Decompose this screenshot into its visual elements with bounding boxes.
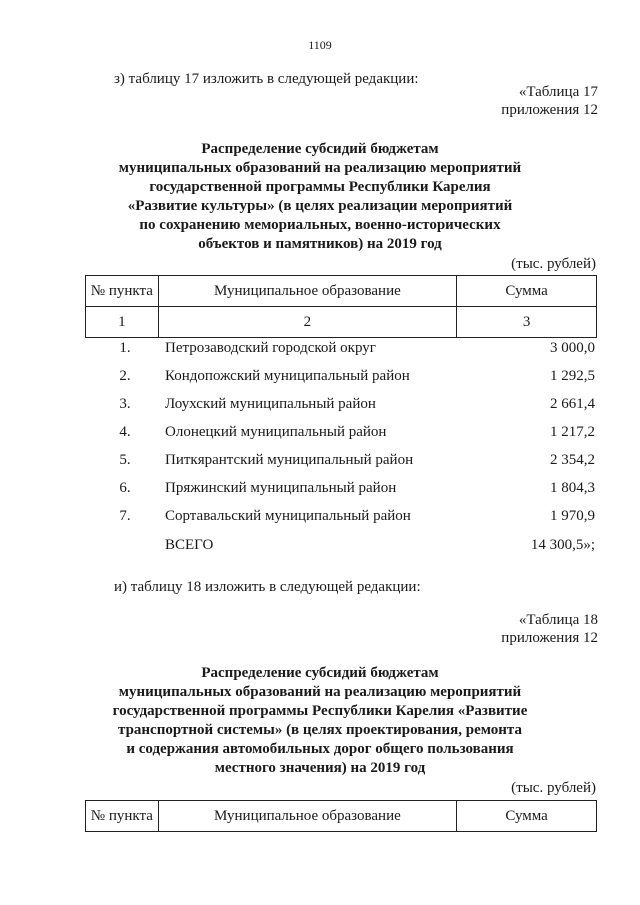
title-line: Распределение субсидий бюджетам [201,665,439,681]
col-number-3: 3 [457,307,597,338]
section-i-title [75,664,565,778]
title-line: транспортной системы» (в целях проектирования, ремонта [118,722,522,738]
title-line: местного значения) на 2019 год [214,760,426,776]
row-municipality: Питкярантский муниципальный район [165,452,414,468]
title-line: и содержания автомобильных дорог общего пользования [126,741,514,757]
section-z-ref-line2: приложения 12 [501,102,598,118]
row-municipality: Петрозаводский городской округ [165,340,376,356]
table-row [85,340,597,360]
total-row [85,537,597,557]
col-number-1: 1 [86,307,159,338]
page-number: 1109 [308,38,332,52]
header-sum: Сумма [457,276,597,307]
row-number: 5. [119,452,131,468]
section-i-ref-line1: «Таблица 18 [518,612,598,628]
section-z-header-table [85,275,597,338]
row-number: 2. [119,368,131,384]
row-sum: 2 661,4 [550,396,595,412]
header-sum: Сумма [457,801,597,832]
section-z-ref-line1: «Таблица 17 [518,84,598,100]
header-row [86,276,597,307]
header-number: № пункта [86,801,159,832]
row-municipality: Сортавальский муниципальный район [165,508,411,524]
total-sum: 14 300,5»; [530,537,595,553]
row-sum: 1 292,5 [550,368,595,384]
row-municipality: Лоухский муниципальный район [165,396,376,412]
row-sum: 1 217,2 [550,424,595,440]
section-i-header-table [85,800,597,832]
table-row [85,368,597,388]
title-line: муниципальных образований на реализацию мероприятий [118,160,522,176]
total-label: ВСЕГО [165,537,214,553]
title-line: «Развитие культуры» (в целях реализации мероприятий [127,198,513,214]
table-row [85,452,597,472]
title-line: объектов и памятников) на 2019 год [198,236,442,252]
col-number-2: 2 [158,307,457,338]
header-municipality: Муниципальное образование [158,276,457,307]
section-z-unit: (тыс. рублей) [511,256,596,272]
section-i-intro: и) таблицу 18 изложить в следующей редакции: [114,579,421,595]
table-row [85,424,597,444]
row-sum: 1 970,9 [550,508,595,524]
row-number: 6. [119,480,131,496]
title-line: муниципальных образований на реализацию мероприятий [118,684,522,700]
header-number: № пункта [86,276,159,307]
title-line: по сохранению мемориальных, военно-исторических [139,217,501,233]
row-sum: 1 804,3 [550,480,595,496]
row-municipality: Кондопожский муниципальный район [165,368,410,384]
row-sum: 2 354,2 [550,452,595,468]
row-number: 4. [119,424,131,440]
row-number: 1. [119,340,131,356]
section-z-intro: з) таблицу 17 изложить в следующей редакции: [114,71,419,87]
row-sum: 3 000,0 [550,340,595,356]
table-row [85,480,597,500]
section-i-ref-line2: приложения 12 [501,630,598,646]
header-row [86,801,597,832]
row-municipality: Олонецкий муниципальный район [165,424,387,440]
column-number-row [86,307,597,338]
row-number: 7. [119,508,131,524]
header-municipality: Муниципальное образование [158,801,457,832]
section-i-unit: (тыс. рублей) [511,780,596,796]
row-municipality: Пряжинский муниципальный район [165,480,397,496]
title-line: государственной программы Республики Карелия «Развитие [112,703,528,719]
title-line: государственной программы Республики Карелия [149,179,491,195]
table-row [85,508,597,528]
title-line: Распределение субсидий бюджетам [201,141,439,157]
section-z-title [75,140,565,254]
row-number: 3. [119,396,131,412]
table-row [85,396,597,416]
